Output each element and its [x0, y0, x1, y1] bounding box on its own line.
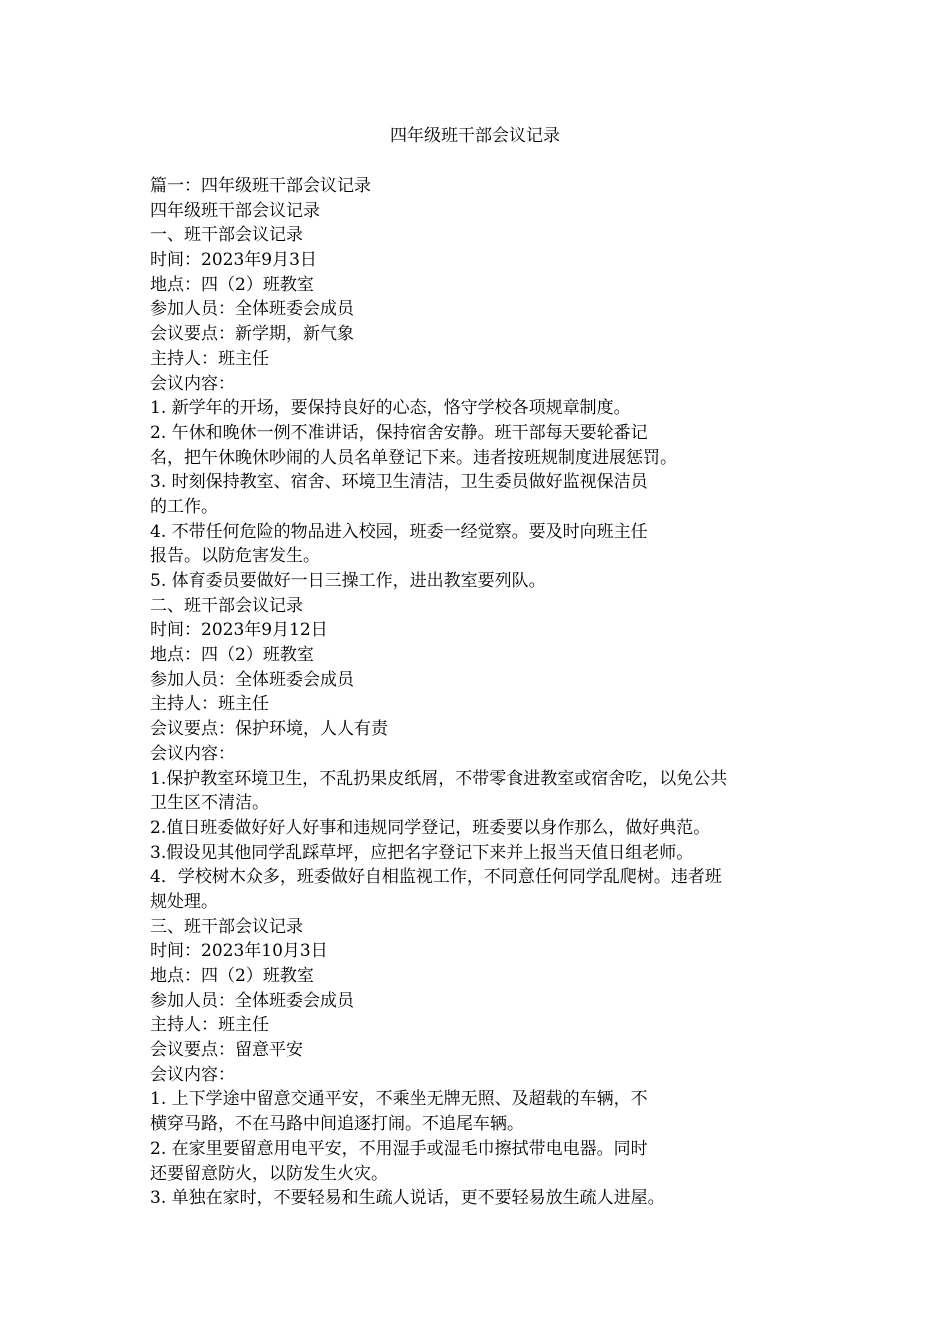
text-line: 主持人：班主任	[150, 1015, 269, 1036]
text-line: 参加人员：全体班委会成员	[150, 990, 354, 1011]
text-line: 3. 时刻保持教室、宿舍、环境卫生清洁，卫生委员做好监视保洁员	[150, 472, 648, 493]
text-line: 四年级班干部会议记录	[150, 200, 320, 221]
text-line: 会议内容：	[150, 743, 235, 764]
text-line: 3. 单独在家时，不要轻易和生疏人说话，更不要轻易放生疏人进屋。	[150, 1188, 665, 1209]
text-line: 会议要点：留意平安	[150, 1040, 303, 1061]
text-line: 会议内容：	[150, 373, 235, 394]
text-line: 3.假设见其他同学乱踩草坪，应把名字登记下来并上报当天值日组老师。	[150, 842, 694, 863]
text-line: 1.保护教室环境卫生，不乱扔果皮纸屑，不带零食进教室或宿舍吃，以免公共	[150, 768, 728, 789]
text-line: 5. 体育委员要做好一日三操工作，进出教室要列队。	[150, 571, 546, 591]
text-line: 三、班干部会议记录	[150, 916, 303, 937]
text-line: 1. 新学年的开场，要保持良好的心态，恪守学校各项规章制度。	[150, 398, 631, 419]
text-line: 参加人员：全体班委会成员	[150, 669, 354, 690]
text-line: 2. 在家里要留意用电平安，不用湿手或湿毛巾擦拭带电电器。同时	[150, 1138, 648, 1159]
text-line: 4．学校树木众多，班委做好自相监视工作，不同意任何同学乱爬树。违者班	[150, 867, 722, 888]
text-line: 2.值日班委做好好人好事和违规同学登记，班委要以身作那么，做好典范。	[150, 817, 711, 838]
text-line: 会议要点：新学期，新气象	[150, 324, 354, 345]
text-line: 卫生区不清洁。	[150, 793, 269, 814]
text-line: 主持人：班主任	[150, 348, 269, 369]
text-line: 2. 午休和晚休一例不准讲话，保持宿舍安静。班干部每天要轮番记	[150, 422, 648, 443]
text-line: 1. 上下学途中留意交通平安，不乘坐无牌无照、及超载的车辆，不	[150, 1089, 648, 1110]
text-line: 一、班干部会议记录	[150, 225, 303, 246]
text-line: 主持人：班主任	[150, 694, 269, 715]
text-line: 二、班干部会议记录	[150, 595, 303, 616]
text-line: 参加人员：全体班委会成员	[150, 299, 354, 320]
text-line: 时间：2023年10月3日	[150, 941, 328, 962]
text-line: 规处理。	[150, 891, 218, 912]
text-line: 时间：2023年9月12日	[150, 620, 328, 641]
text-line: 4. 不带任何危险的物品进入校园，班委一经觉察。要及时向班主任	[150, 521, 648, 542]
text-line: 的工作。	[150, 496, 218, 517]
text-line: 报告。以防危害发生。	[150, 546, 320, 567]
text-line: 名，把午休晚休吵闹的人员名单登记下来。违者按班规制度进展惩罚。	[150, 447, 677, 468]
document-body	[150, 174, 810, 1211]
text-line: 地点：四（2）班教室	[150, 274, 314, 295]
text-line: 会议内容：	[150, 1064, 235, 1085]
text-line: 时间：2023年9月3日	[150, 250, 317, 271]
text-line: 横穿马路，不在马路中间追逐打闹。不追尾车辆。	[150, 1114, 524, 1135]
text-line: 地点：四（2）班教室	[150, 966, 314, 986]
text-line: 会议要点：保护环境，人人有责	[150, 719, 388, 740]
text-line: 篇一：四年级班干部会议记录	[150, 176, 371, 196]
document-title: 四年级班干部会议记录	[390, 126, 560, 146]
text-line: 还要留意防火，以防发生火灾。	[150, 1163, 388, 1184]
text-line: 地点：四（2）班教室	[150, 645, 314, 666]
